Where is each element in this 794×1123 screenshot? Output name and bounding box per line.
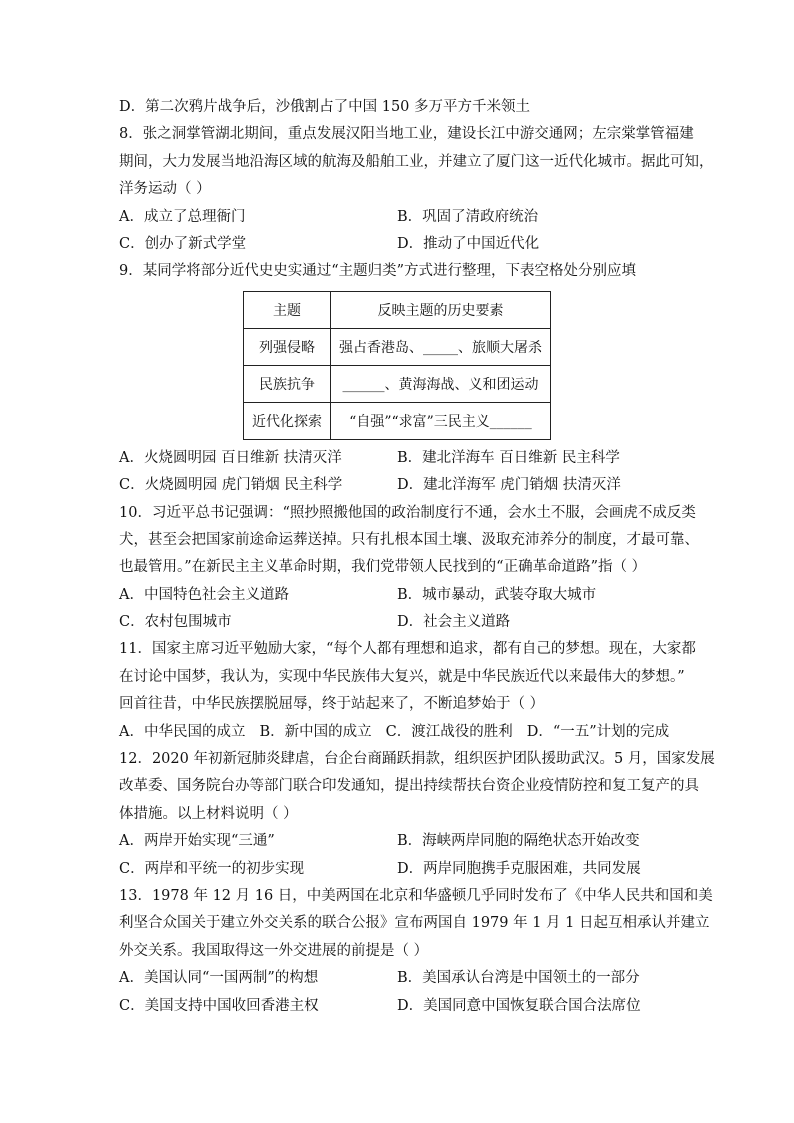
option-d[interactable]: D．“一五”计划的完成 [526, 723, 670, 740]
option-a[interactable]: A．火烧圆明园 百日维新 扶清灭洋 [119, 449, 342, 466]
question-text-line: 9．某同学将部分近代史史实通过“主题归类”方式进行整理，下表空格处分别应填 [119, 263, 637, 280]
options-row [119, 472, 679, 499]
option-c[interactable]: C．农村包围城市 [119, 614, 232, 631]
question-text-line: 8．张之洞掌管湖北期间，重点发展汉阳当地工业，建设长江中游交通网；左宗棠掌管福建 [119, 126, 694, 143]
table-header-cell: 主题 [244, 291, 331, 328]
option-a[interactable]: A．美国认同“一国两制”的构想 [119, 970, 319, 987]
question-text-line: 犬，甚至会把国家前途命运葬送掉。只有扎根本国土壤、汲取充沛养分的制度，才最可靠、 [119, 531, 699, 548]
option-c[interactable]: C．火烧圆明园 虎门销烟 民主科学 [119, 477, 343, 494]
table-header-row [244, 291, 551, 328]
question-text-line: 11．国家主席习近平勉励大家，“每个人都有理想和追求，都有自己的梦想。现在，大家都 [119, 641, 696, 658]
options-row [119, 204, 679, 231]
table-row [244, 402, 551, 439]
option-b[interactable]: B．海峡两岸同胞的隔绝状态开始改变 [397, 833, 640, 850]
option-c[interactable]: C．两岸和平统一的初步实现 [119, 860, 305, 877]
question-11 [119, 636, 696, 746]
question-text-line: 改革委、国务院台办等部门联合印发通知，提出持续帮扶台资企业疫情防控和复工复产的具 [119, 778, 699, 795]
options-row [119, 609, 679, 636]
options-row [119, 582, 679, 609]
option-c[interactable]: C．渡江战役的胜利 [385, 723, 513, 740]
question-8 [119, 121, 714, 258]
table-cell: 近代化探索 [244, 402, 331, 439]
option-b[interactable]: B．城市暴动，武装夺取大城市 [397, 586, 597, 603]
table-cell: 民族抗争 [244, 365, 331, 402]
option-c[interactable]: C．美国支持中国收回香港主权 [119, 997, 319, 1014]
options-row [119, 445, 679, 472]
question-text-line: 在讨论中国梦，我认为，实现中华民族伟大复兴，就是中华民族近代以来最伟大的梦想。” [119, 668, 685, 685]
options-row [119, 993, 679, 1020]
options-row [119, 231, 679, 258]
option-a[interactable]: A．中国特色社会主义道路 [119, 586, 289, 603]
table-cell: 列强侵略 [244, 328, 331, 365]
table-header-cell: 反映主题的历史要素 [331, 291, 551, 328]
question-text-line: 利坚合众国关于建立外交关系的联合公报》宣布两国自 1979 年 1 月 1 日起互相承认并建立 [119, 915, 710, 932]
question-text-line: 体措施。以上材料说明（ ） [119, 805, 298, 822]
options-row [119, 719, 679, 746]
question-text-line: 也最管用。”在新民主主义革命时期，我们党带领人民找到的“正确革命道路”指（ ） [119, 559, 647, 576]
option-d[interactable]: D．两岸同胞携手克服困难，共同发展 [397, 860, 641, 877]
q7-option-d: D．第二次鸦片战争后，沙俄割占了中国 150 多万平方千米领土 [119, 99, 531, 115]
question-text-line: 期间，大力发展当地沿海区域的航海及船舶工业，并建立了厦门这一近代化城市。据此可知， [119, 153, 714, 170]
options-row [119, 965, 679, 992]
option-d[interactable]: D．推动了中国近代化 [397, 235, 540, 252]
question-9 [119, 258, 679, 499]
question-12 [119, 746, 715, 883]
option-d[interactable]: D．建北洋海军 虎门销烟 扶清灭洋 [397, 477, 621, 494]
option-b[interactable]: B．美国承认台湾是中国领土的一部分 [397, 970, 640, 987]
table-cell: ______、黄海海战、义和团运动 [331, 365, 551, 402]
question-text-line: 洋务运动（ ） [119, 181, 211, 198]
question-text-line: 12．2020 年初新冠肺炎肆虐，台企台商踊跃捐款，组织医护团队援助武汉。5 月，国家发展 [119, 751, 715, 768]
option-a[interactable]: A．中华民国的成立 [119, 723, 246, 740]
exam-page [119, 94, 715, 1020]
question-text-line: 外交关系。我国取得这一外交进展的前提是（ ） [119, 942, 429, 959]
option-d[interactable]: D．美国同意中国恢复联合国合法席位 [397, 997, 641, 1014]
option-a[interactable]: A．成立了总理衙门 [119, 208, 246, 225]
option-b[interactable]: B．建北洋海车 百日维新 民主科学 [397, 449, 620, 466]
question-text-line: 回首往昔，中华民族摆脱屈辱，终于站起来了，不断追梦始于（ ） [119, 696, 545, 713]
option-b[interactable]: B．巩固了清政府统治 [397, 208, 539, 225]
question-13 [119, 883, 713, 1020]
options-row [119, 828, 679, 855]
option-a[interactable]: A．两岸开始实现“三通” [119, 833, 275, 850]
theme-table [243, 291, 551, 440]
table-row [244, 365, 551, 402]
table-cell: “自强”“求富”三民主义______ [331, 402, 551, 439]
question-10 [119, 500, 699, 637]
option-d[interactable]: D．社会主义道路 [397, 614, 511, 631]
options-row [119, 856, 679, 883]
question-text-line: 13．1978 年 12 月 16 日，中美两国在北京和华盛顿几乎同时发布了《中华人民共和国和美 [119, 887, 713, 904]
table-row [244, 328, 551, 365]
option-c[interactable]: C．创办了新式学堂 [119, 235, 247, 252]
table-cell: 强占香港岛、_____、旅顺大屠杀 [331, 328, 551, 365]
question-text-line: 10．习近平总书记强调：“照抄照搬他国的政治制度行不通，会水土不服，会画虎不成反类 [119, 504, 696, 521]
option-b[interactable]: B．新中国的成立 [259, 723, 372, 740]
